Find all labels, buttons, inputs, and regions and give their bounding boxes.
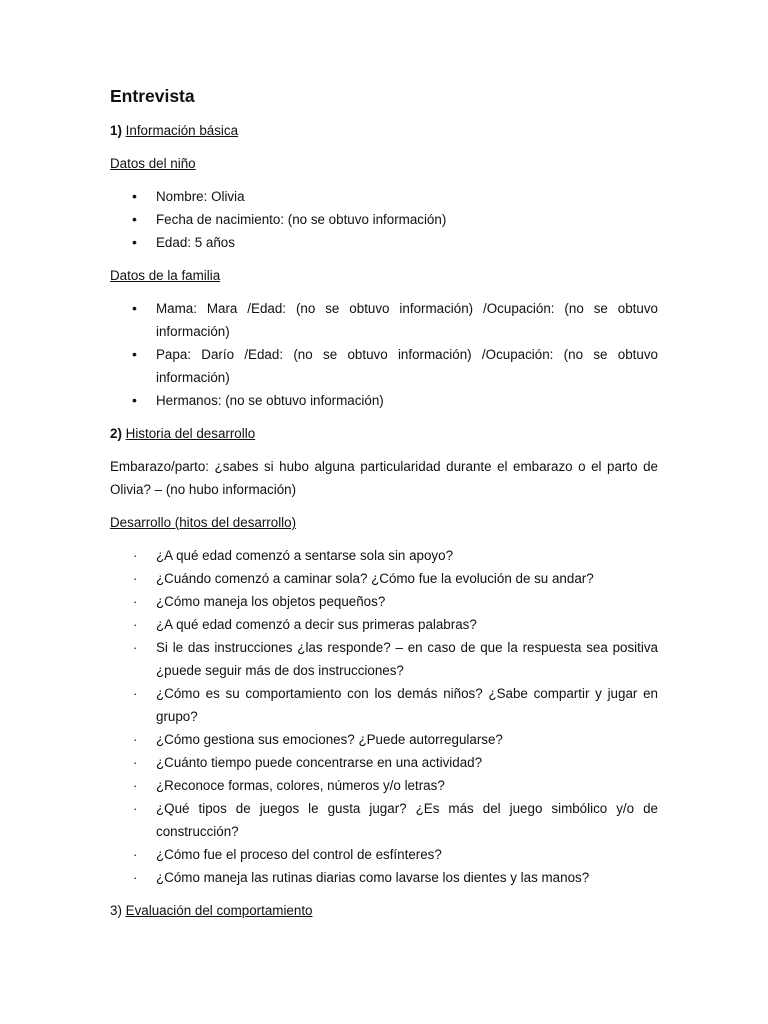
list-item: · Si le das instrucciones ¿las responde? – en caso de que la respuesta sea positiva ¿puede seguir más de dos instrucciones? [110,636,658,682]
list-item: · ¿A qué edad comenzó a sentarse sola sin apoyo? [110,544,658,567]
list-item: • Edad: 5 años [110,231,658,254]
list-item: • Fecha de nacimiento: (no se obtuvo información) [110,208,658,231]
section-label: Información básica [125,123,239,138]
list-item: • Mama: Mara /Edad: (no se obtuvo información) /Ocupación: (no se obtuvo información) [110,297,658,343]
list-item: · ¿A qué edad comenzó a decir sus primeras palabras? [110,613,658,636]
document-title: Entrevista [110,86,195,106]
list-item: · ¿Cómo gestiona sus emociones? ¿Puede autorregularse? [110,728,658,751]
list-item: • Nombre: Olivia [110,185,658,208]
section-number: 3) [110,903,122,918]
list-item: · ¿Cómo maneja los objetos pequeños? [110,590,658,613]
list-item: · ¿Reconoce formas, colores, números y/o letras? [110,774,658,797]
section-heading-2 [110,422,658,445]
child-data-list [110,185,658,254]
section-label: Evaluación del comportamiento [125,903,313,918]
section-number: 2) [110,426,122,441]
section-heading-1 [110,119,658,142]
list-item: • Papa: Darío /Edad: (no se obtuvo información) /Ocupación: (no se obtuvo información) [110,343,658,389]
list-item: • Hermanos: (no se obtuvo información) [110,389,658,412]
list-item: · ¿Cuándo comenzó a caminar sola? ¿Cómo fue la evolución de su andar? [110,567,658,590]
list-item: · ¿Qué tipos de juegos le gusta jugar? ¿Es más del juego simbólico y/o de construcción? [110,797,658,843]
family-data-heading: Datos de la familia [110,268,221,283]
family-data-list [110,297,658,412]
child-data-heading: Datos del niño [110,156,196,171]
section-heading-3 [110,899,658,922]
section-number: 1) [110,123,122,138]
development-question-list [110,544,658,889]
pregnancy-paragraph: Embarazo/parto: ¿sabes si hubo alguna particularidad durante el embarazo o el parto de Olivia? – (no hubo información) [110,459,658,497]
section-label: Historia del desarrollo [125,426,256,441]
development-heading: Desarrollo (hitos del desarrollo) [110,515,297,530]
list-item: · ¿Cómo maneja las rutinas diarias como lavarse los dientes y las manos? [110,866,658,889]
list-item: · ¿Cuánto tiempo puede concentrarse en una actividad? [110,751,658,774]
list-item: · ¿Cómo es su comportamiento con los demás niños? ¿Sabe compartir y jugar en grupo? [110,682,658,728]
list-item: · ¿Cómo fue el proceso del control de esfínteres? [110,843,658,866]
